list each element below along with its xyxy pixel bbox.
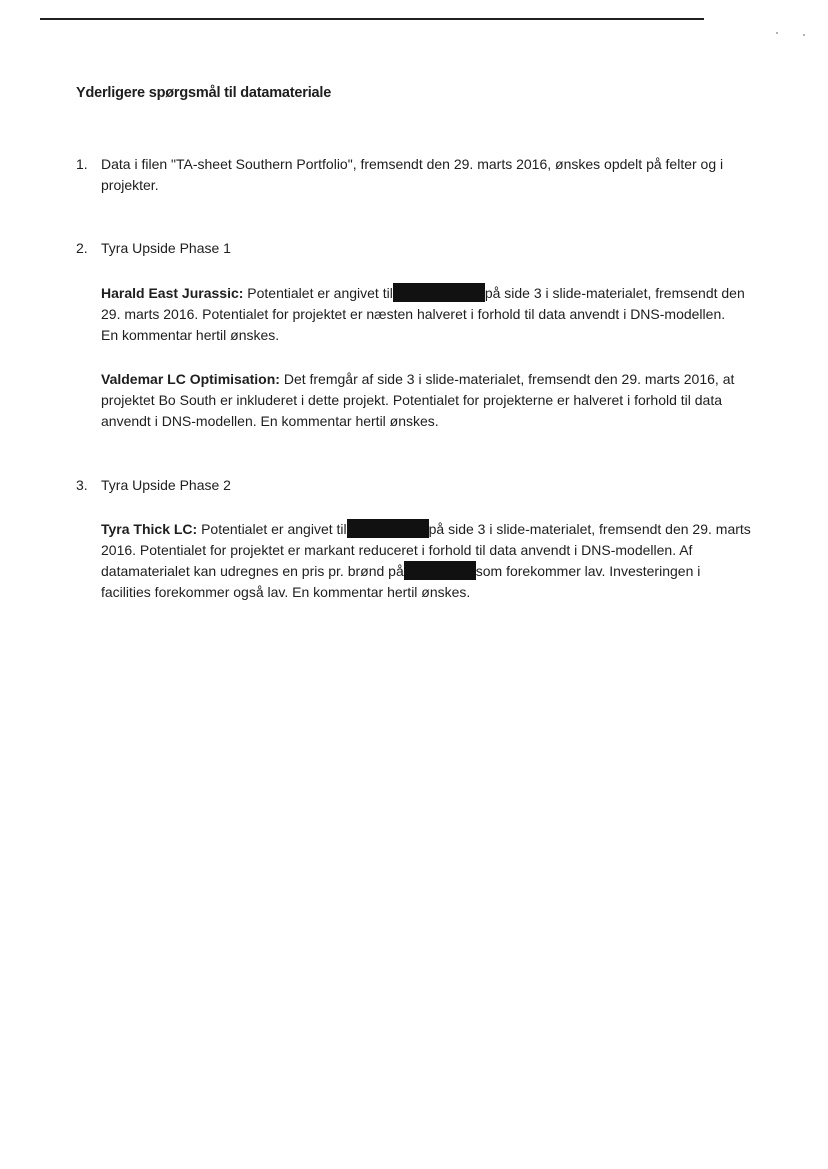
paragraph-text: Det fremgår af side 3 i slide-materialet, fremsendt den 29. marts 2016, at bbox=[279, 371, 735, 387]
paragraph-text: som forekommer lav. Investeringen i bbox=[475, 563, 701, 579]
item-3-title: Tyra Upside Phase 2 bbox=[101, 477, 231, 493]
paragraph-text: En kommentar hertil ønskes. bbox=[101, 327, 280, 343]
item-1-number: 1. bbox=[76, 156, 88, 172]
paragraph-text: 29. marts 2016. Potentialet for projektet er næsten halveret i forhold til data anvendt i DNS-modellen. bbox=[101, 306, 726, 322]
paragraph-text: Potentialet er angivet til bbox=[197, 521, 347, 537]
paragraph-label: Harald East Jurassic: bbox=[101, 285, 244, 301]
paragraph-text: 2016. Potentialet for projektet er markant reduceret i forhold til data anvendt i DNS-modellen. Af bbox=[101, 542, 693, 558]
paragraph-text: anvendt i DNS-modellen. En kommentar hertil ønskes. bbox=[101, 413, 439, 429]
paragraph-text: datamaterialet kan udregnes en pris pr. brønd på bbox=[101, 563, 404, 579]
scan-speck bbox=[776, 32, 778, 34]
item-3-paragraph bbox=[101, 519, 751, 603]
redaction-bar bbox=[393, 283, 485, 302]
item-2-paragraph-2 bbox=[101, 369, 751, 432]
redaction-bar bbox=[347, 519, 429, 538]
paragraph-text: projektet Bo South er inkluderet i dette projekt. Potentialet for projekterne er halveret i forhold til data bbox=[101, 392, 723, 408]
item-1-line-2: projekter. bbox=[101, 177, 159, 193]
paragraph-label: Valdemar LC Optimisation: bbox=[101, 371, 280, 387]
item-2-number: 2. bbox=[76, 240, 88, 256]
item-1-text bbox=[101, 154, 751, 196]
paragraph-text: på side 3 i slide-materialet, fremsendt den bbox=[484, 285, 745, 301]
item-2-paragraph-1 bbox=[101, 283, 751, 346]
scan-speck bbox=[803, 34, 805, 36]
paragraph-text: på side 3 i slide-materialet, fremsendt den 29. marts bbox=[428, 521, 751, 537]
paragraph-text: Potentialet er angivet til bbox=[243, 285, 393, 301]
item-2-title: Tyra Upside Phase 1 bbox=[101, 240, 231, 256]
top-rule bbox=[40, 18, 704, 20]
item-1-line-1: Data i filen "TA-sheet Southern Portfolio", fremsendt den 29. marts 2016, ønskes opdelt på felter og i bbox=[101, 156, 724, 172]
paragraph-text: facilities forekommer også lav. En kommentar hertil ønskes. bbox=[101, 584, 471, 600]
redaction-bar bbox=[404, 561, 476, 580]
item-3-number: 3. bbox=[76, 477, 88, 493]
page-heading: Yderligere spørgsmål til datamateriale bbox=[76, 85, 332, 101]
paragraph-label: Tyra Thick LC: bbox=[101, 521, 198, 537]
